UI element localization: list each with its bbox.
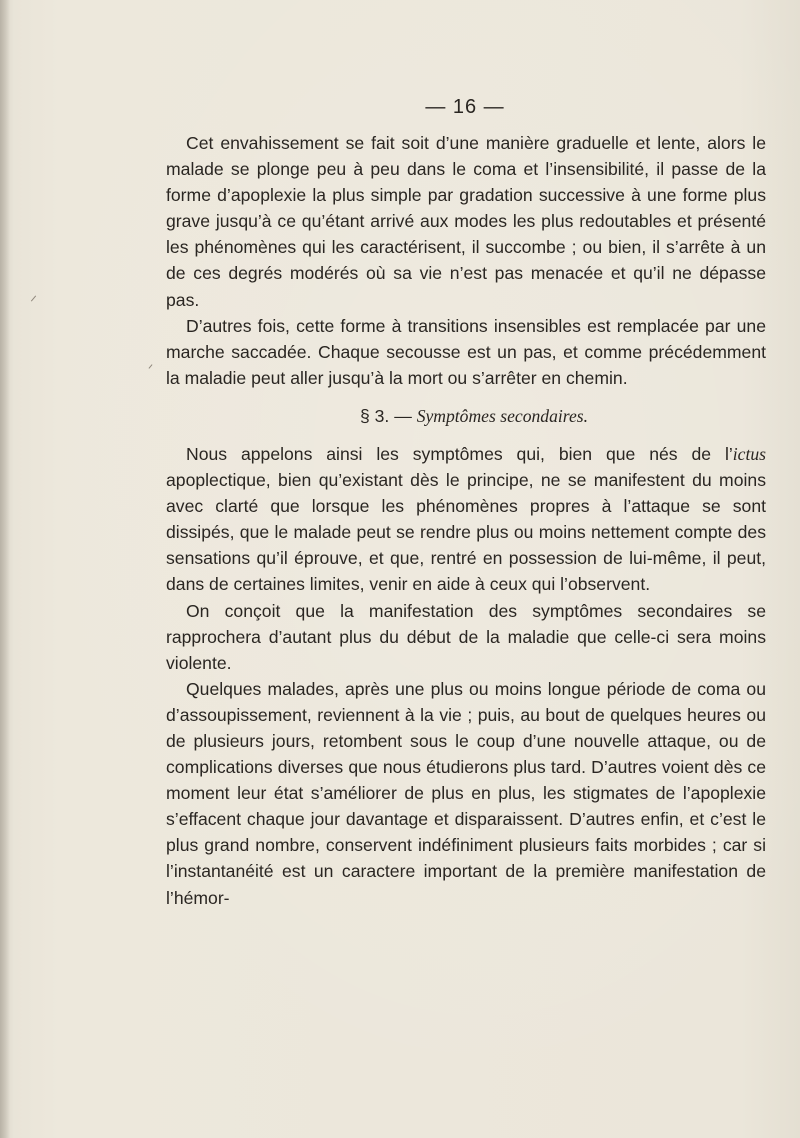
paragraph-2: D’autres fois, cette forme à transitions insensibles est remplacée par une marche saccadée. Chaque secousse est un pas, et comme précédemment la maladie peut aller jusqu’à la mort ou s’arrêter en chemin. xyxy=(166,315,766,388)
body-text xyxy=(166,130,766,911)
binding-shadow xyxy=(0,0,10,1138)
paragraph-1: Cet envahissement se fait soit d’une manière graduelle et lente, alors le malade se plonge peu à peu dans le coma et l’insensibilité, il passe de la forme d’apoplexie la plus simple par gradation successive à une forme plus grave jusqu’à ce qu’étant arrivé aux modes les plus redoutables et présenté les phénomènes qui les caractérisent, il succombe ; ou bien, il s’arrête à un de ces degrés modérés où sa vie n’est pas menacée et qu’il ne dépasse pas. xyxy=(166,133,766,310)
section-title: Symptômes secondaires. xyxy=(416,405,589,426)
section-number: § 3. — xyxy=(359,405,412,426)
paragraph-5: Quelques malades, après une plus ou moins longue période de coma ou d’assoupissement, reviennent à la vie ; puis, au bout de quelques heures ou de plusieurs jours, retombent sous le coup d’une nouvelle attaque, ou de complications diverses que nous étudierons plus tard. D’autres voient dès ce moment leur état s’améliorer de plus en plus, les stigmates de l’apoplexie s’effacent chaque jour davantage et disparaissent. D’autres enfin, et c’est le plus grand nombre, conservent indéfiniment plusieurs faits morbides ; car si l’instantanéité est un caractere important de la première manifestation de l’hémor- xyxy=(166,678,766,908)
section-heading xyxy=(166,403,766,429)
margin-mark xyxy=(149,364,153,368)
ictus-term: ictus xyxy=(732,443,766,464)
page-number: — 16 — xyxy=(425,96,505,118)
margin-mark xyxy=(31,295,36,301)
paragraph-3-start: Nous appelons ainsi les symptômes qui, bien que nés de l’ xyxy=(186,443,733,464)
paragraph-3-rest: apoplectique, bien qu’existant dès le principe, ne se manifestent du moins avec clarté que lorsque les phénomènes propres à l’attaque se sont dissipés, que le malade peut se rendre plus ou moins nettement compte des sensations qu’il éprouve, et que, rentré en possession de lui-même, il peut, dans de certaines limites, venir en aide à ceux qui l’observent. xyxy=(166,470,766,595)
paragraph-3 xyxy=(166,441,766,598)
paragraph-4: On conçoit que la manifestation des symptômes secondaires se rapprochera d’autant plus du début de la maladie que celle-ci sera moins violente. xyxy=(166,600,766,673)
